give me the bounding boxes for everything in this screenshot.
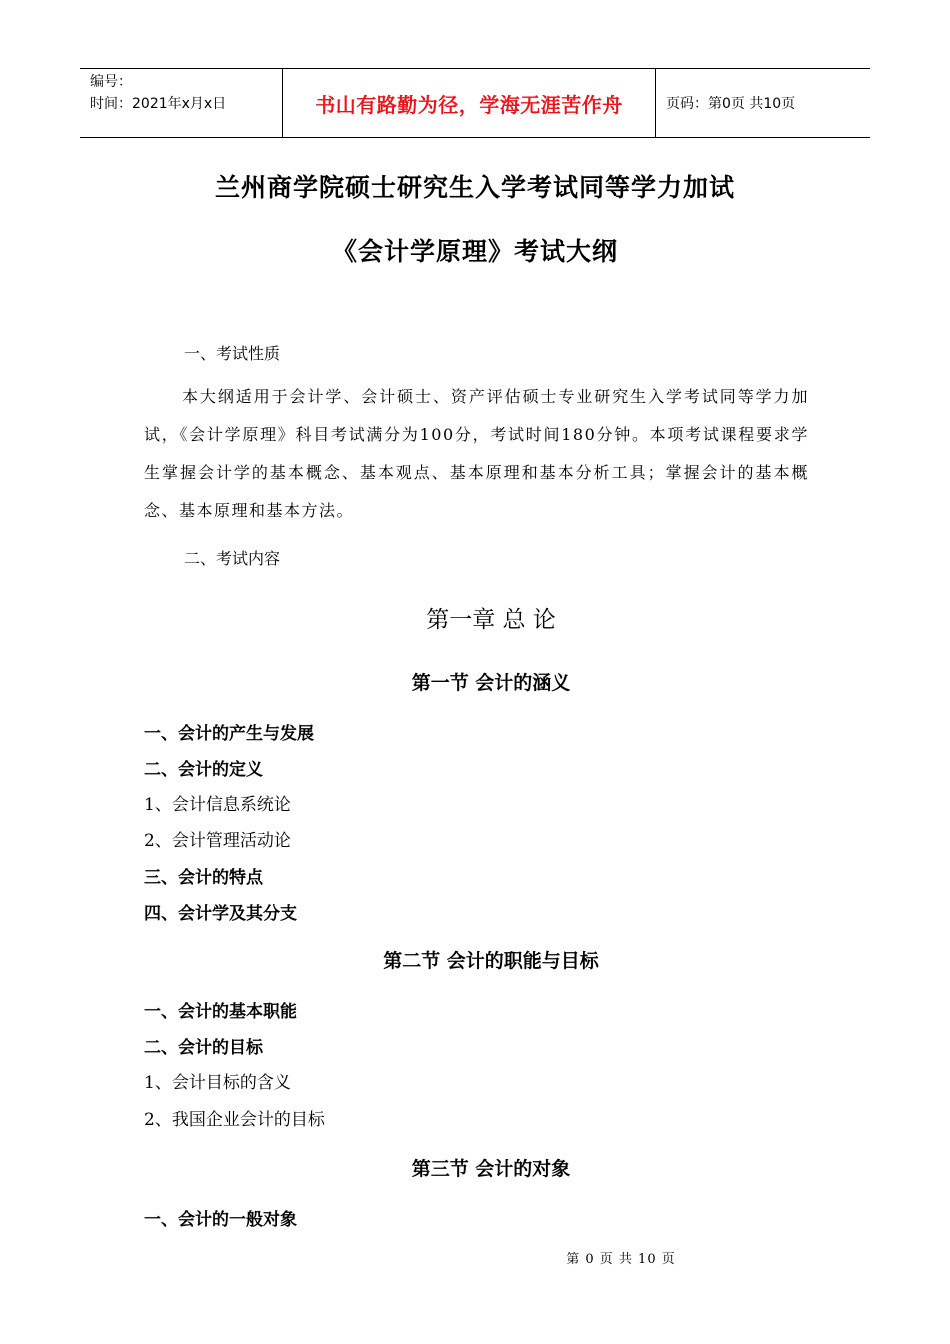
document-number-label: 编号： bbox=[90, 74, 132, 90]
list-item: 三、会计的特点 bbox=[144, 868, 263, 888]
page-footer: 第 0 页 共 10 页 bbox=[566, 1252, 676, 1267]
section-heading-nature: 一、考试性质 bbox=[184, 344, 281, 363]
chapter-title: 第一章 总 论 bbox=[426, 607, 556, 633]
header-page-label: 页码：第0页 共10页 bbox=[666, 96, 796, 112]
list-item: 二、会计的目标 bbox=[144, 1038, 263, 1058]
list-item: 二、会计的定义 bbox=[144, 760, 263, 780]
list-item: 2、会计管理活动论 bbox=[144, 831, 291, 851]
list-item: 1、会计信息系统论 bbox=[144, 795, 291, 815]
list-item: 1、会计目标的含义 bbox=[144, 1073, 291, 1093]
document-title-line2: 《会计学原理》考试大纲 bbox=[331, 237, 618, 266]
list-item: 一、会计的一般对象 bbox=[144, 1210, 297, 1230]
document-title-line1: 兰州商学院硕士研究生入学考试同等学力加试 bbox=[214, 173, 735, 202]
list-item: 2、我国企业会计的目标 bbox=[144, 1110, 325, 1130]
header-meta bbox=[80, 69, 282, 137]
list-item: 一、会计的基本职能 bbox=[144, 1002, 297, 1022]
section-title-2: 第二节 会计的职能与目标 bbox=[383, 950, 599, 972]
nature-paragraph: 本大纲适用于会计学、会计硕士、资产评估硕士专业研究生入学考试同等学力加试，《会计学原理》科目考试满分为100分，考试时间180分钟。本项考试课程要求学生掌握会计学的基本概念、基本观点、基本原理和基本分析工具；掌握会计的基本概念、基本原理和基本方法。 bbox=[144, 387, 809, 520]
page-header bbox=[80, 68, 870, 138]
section-heading-content: 二、考试内容 bbox=[184, 549, 281, 568]
header-page-cell bbox=[656, 69, 870, 137]
header-motto: 书山有路勤为径，学海无涯苦作舟 bbox=[315, 92, 623, 117]
header-motto-cell bbox=[282, 69, 656, 137]
list-item: 四、会计学及其分支 bbox=[144, 904, 297, 924]
section-title-3: 第三节 会计的对象 bbox=[411, 1158, 571, 1180]
document-time-label: 时间：2021年x月x日 bbox=[90, 96, 227, 112]
list-item: 一、会计的产生与发展 bbox=[144, 724, 314, 744]
section-title-1: 第一节 会计的涵义 bbox=[411, 672, 571, 694]
